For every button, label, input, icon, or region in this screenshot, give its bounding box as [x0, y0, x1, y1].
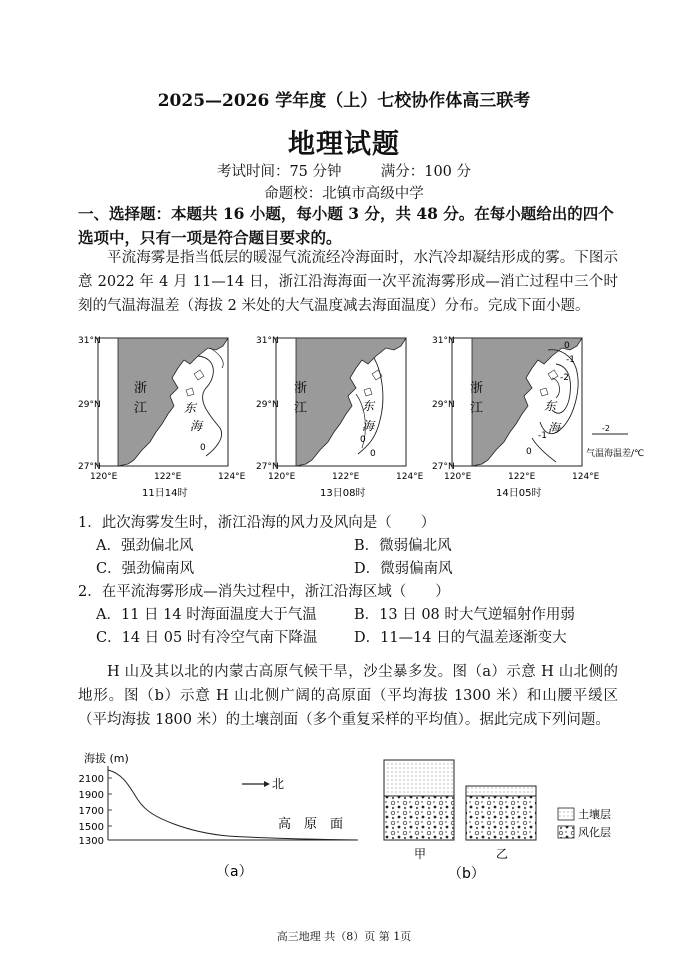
legend-soil: 土壤层 [578, 808, 611, 821]
option-d[interactable]: D．微弱偏南风 [354, 561, 453, 577]
lat-label: 27°N [432, 462, 455, 472]
sea-label-hai: 海 [190, 419, 203, 433]
soil-column-yi [466, 786, 536, 840]
section-heading-line2: 选项中，只有一项是符合题目要求的。 [78, 228, 342, 247]
lon-label: 124°E [396, 472, 424, 482]
lat-label: 27°N [256, 462, 279, 472]
column-label-jia: 甲 [414, 847, 427, 861]
lon-label: 122°E [154, 472, 182, 482]
option-a[interactable]: A．11 日 14 时海面温度大于气温 [96, 607, 317, 623]
fig-a-ylabel: 海拔 (m) [84, 752, 129, 765]
contour-label: 0 [360, 435, 366, 445]
column-label-yi: 乙 [496, 847, 509, 861]
option-d[interactable]: D．11—14 日的气温差逐渐变大 [354, 630, 567, 646]
contour-label: -2 [560, 373, 569, 383]
option-b[interactable]: B．13 日 08 时大气逆辐射作用弱 [354, 607, 575, 623]
lon-label: 122°E [508, 472, 536, 482]
ytick: 1500 [78, 822, 104, 833]
passage-2: H 山及其以北的内蒙古高原气候干旱，沙尘暴多发。图（a）示意 H 山北侧的地形。图（b）示意 H 山北侧广阔的高原面（平均海拔 1300 米）和山腰平缓区（平均海拔 1800 米）的土壤剖面（多个重复采样的平均值）。据此完成下列问题。 [78, 664, 618, 728]
fig-a-caption: （a） [216, 864, 253, 880]
north-label: 北 [272, 777, 285, 791]
lat-label: 31°N [256, 336, 279, 346]
school-label: 命题校：北镇市高级中学 [264, 186, 424, 202]
sea-label-dong: 东 [184, 401, 197, 415]
lon-label: 120°E [268, 472, 296, 482]
contour-label: 0 [370, 449, 376, 459]
land-label-jiang: 江 [134, 401, 148, 416]
ytick: 1700 [78, 806, 104, 817]
sea-label-hai: 海 [362, 419, 375, 433]
option-a[interactable]: A．强劲偏北风 [96, 538, 194, 554]
contour-label: -1 [538, 431, 547, 441]
ytick: 1300 [78, 836, 104, 847]
legend-value: -2 [602, 424, 610, 433]
contour-label: 0 [564, 341, 570, 351]
figure-a-profile [78, 748, 368, 888]
option-b[interactable]: B．微弱偏北风 [354, 538, 452, 554]
lon-label: 124°E [218, 472, 246, 482]
lat-label: 29°N [78, 400, 101, 410]
question-1 [78, 512, 638, 581]
legend-swatch-weather [558, 826, 574, 838]
legend-swatch-soil [558, 808, 574, 820]
plateau-label: 高 原 面 [278, 817, 344, 832]
land-label-jiang: 江 [470, 401, 484, 416]
map-caption-1: 11日14时 [142, 488, 188, 499]
lon-label: 122°E [332, 472, 360, 482]
land-label-jiang: 江 [294, 401, 308, 416]
map-caption-3: 14日05时 [496, 488, 542, 499]
exam-meta [0, 160, 688, 181]
fig-b-caption: （b） [448, 866, 485, 882]
lon-label: 120°E [90, 472, 118, 482]
question-stem: 1．此次海雾发生时，浙江沿海的风力及风向是（ ） [78, 515, 436, 531]
time-label: 考试时间：75 分钟 [216, 164, 342, 180]
lat-label: 27°N [78, 462, 101, 472]
option-c[interactable]: C．强劲偏南风 [96, 561, 195, 577]
land-label-zhe: 浙 [134, 381, 148, 396]
contour-label: 0 [526, 447, 532, 457]
soil-column-jia [384, 760, 454, 840]
map-legend [586, 424, 644, 459]
sea-label-dong: 东 [544, 399, 557, 413]
map-panel-3 [452, 338, 582, 466]
map-caption-2: 13日08时 [320, 488, 366, 499]
legend-label: 气温海温差/℃ [586, 449, 645, 459]
contour-label: 0 [200, 443, 206, 453]
main-title: 地理试题 [288, 129, 400, 160]
option-c[interactable]: C．14 日 05 时有冷空气南下降温 [96, 630, 318, 646]
score-label: 满分：100 分 [380, 164, 472, 180]
fog-maps [78, 334, 648, 504]
lon-label: 120°E [444, 472, 472, 482]
lon-label: 124°E [572, 472, 600, 482]
sea-label-dong: 东 [362, 399, 375, 413]
section-heading [78, 202, 618, 250]
exam-title: 2025—2026 学年度（上）七校协作体高三联考 [157, 91, 531, 111]
page-footer: 高三地理 共（8）页 第 1页 [276, 930, 412, 943]
lat-label: 31°N [432, 336, 455, 346]
map-panel-2 [276, 338, 406, 466]
passage-1: 平流海雾是指当低层的暖湿气流流经冷海面时，水汽冷却凝结形成的雾。下图示意 2022 年 4 月 11—14 日，浙江沿海海面一次平流海雾形成—消亡过程中三个时刻的气温海温差（海拔 2 米处的大气温度减去海面温度）分布。完成下面小题。 [78, 250, 618, 314]
lat-label: 29°N [432, 400, 455, 410]
lat-label: 31°N [78, 336, 101, 346]
question-2 [78, 581, 638, 650]
ytick: 1900 [78, 790, 104, 801]
legend-weather: 风化层 [578, 826, 611, 839]
land-label-zhe: 浙 [470, 381, 484, 396]
figure-b-soil [378, 750, 638, 890]
land-label-zhe: 浙 [294, 381, 308, 396]
question-stem: 2．在平流海雾形成—消失过程中，浙江沿海区域（ ） [78, 584, 450, 600]
section-heading-line1: 一、选择题：本题共 16 小题，每小题 3 分，共 48 分。在每小题给出的四个 [78, 204, 614, 223]
ytick: 2100 [78, 774, 104, 785]
lat-label: 29°N [256, 400, 279, 410]
sea-label-hai: 海 [548, 421, 561, 435]
contour-label: -1 [566, 355, 575, 365]
map-panel-1 [98, 338, 228, 466]
